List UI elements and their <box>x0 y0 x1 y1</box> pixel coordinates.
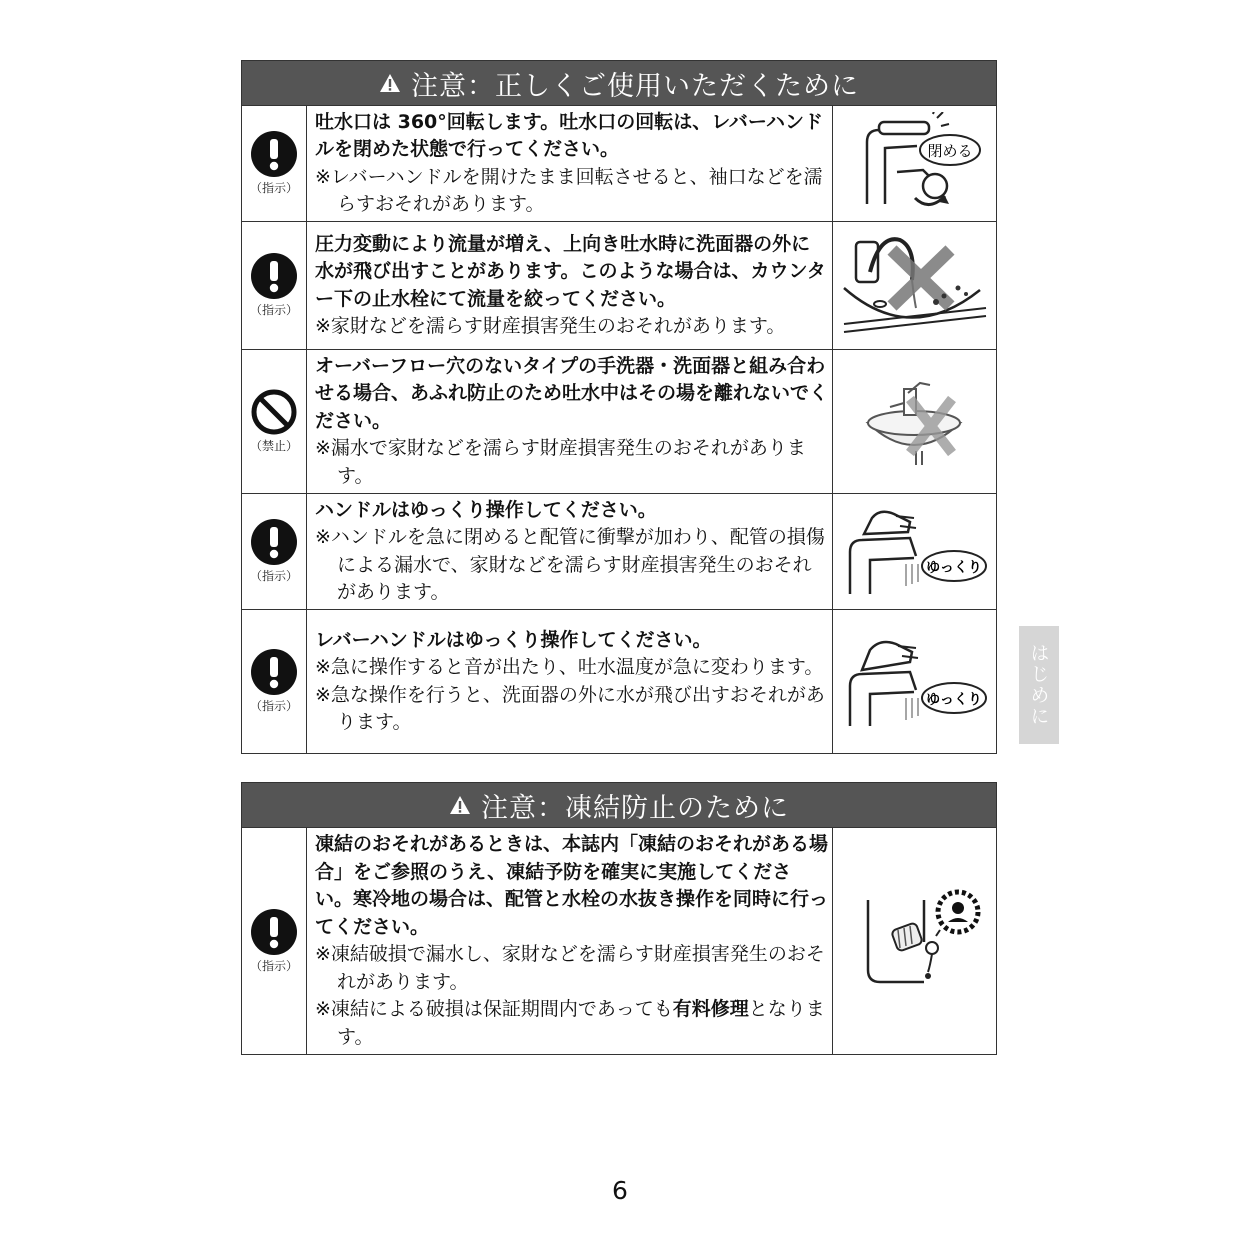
prohibition-mark <box>242 350 307 493</box>
instruction-mark <box>242 106 307 221</box>
note: ※漏水で家財などを濡らす財産損害発生のおそれがあります。 <box>315 437 806 487</box>
slow-operation-illustration <box>833 494 996 609</box>
row-text <box>307 828 833 1054</box>
illustration-label: ゆっくり <box>925 691 982 708</box>
main-instruction: レバーハンドルはゆっくり操作してください。 <box>315 628 712 651</box>
note: ※家財などを濡らす財産損害発生のおそれがあります。 <box>315 315 786 337</box>
note: ※ハンドルを急に閉めると配管に衝撃が加わり、配管の損傷による漏水で、家財などを濡らす財産損害発生のおそれがあります。 <box>315 526 825 603</box>
row-text <box>307 106 833 221</box>
exclamation-mandatory-icon <box>251 519 297 565</box>
icon-label: （指示） <box>249 303 298 317</box>
illustration-label: 閉める <box>926 141 973 160</box>
icon-label: （禁止） <box>249 439 298 453</box>
icon-label: （指示） <box>249 569 298 583</box>
note-text: となります。 <box>337 998 825 1048</box>
warning-triangle-icon <box>379 73 401 93</box>
caution-table-freeze <box>241 782 997 1055</box>
prohibited-icon <box>251 389 297 435</box>
caution-table-usage <box>241 60 997 754</box>
splashing-basin-illustration <box>833 222 996 349</box>
instruction-mark <box>242 494 307 609</box>
instruction-mark <box>242 222 307 349</box>
illustration-label: ゆっくり <box>925 559 982 576</box>
note: ※急な操作を行うと、洗面器の外に水が飛び出すおそれがあります。 <box>315 683 825 733</box>
row-text <box>307 222 833 349</box>
instruction-mark <box>242 828 307 1054</box>
icon-label: （指示） <box>249 699 298 713</box>
main-instruction: 圧力変動により流量が増え、上向き吐水時に洗面器の外に水が飛び出すことがあります。このような場合は、カウンター下の止水栓にて流量を絞ってください。 <box>315 232 826 310</box>
exclamation-mandatory-icon <box>251 909 297 955</box>
note: ※凍結破損で漏水し、家財などを濡らす財産損害発生のおそれがあります。 <box>315 943 825 993</box>
row-text <box>307 350 833 493</box>
caution-title-freeze: 注意：凍結防止のために <box>481 792 789 824</box>
note: ※レバーハンドルを開けたまま回転させると、袖口などを濡らすおそれがあります。 <box>315 165 823 215</box>
row-text <box>307 610 833 753</box>
caution-row <box>242 610 996 753</box>
note <box>315 996 828 1051</box>
overflowing-basin-illustration <box>833 350 996 493</box>
main-instruction: 凍結のおそれがあるときは、本誌内「凍結のおそれがある場合」をご参照のうえ、凍結予防を確実に実施してください。寒冷地の場合は、配管と水栓の水抜き操作を同時に行ってください。 <box>315 833 829 938</box>
exclamation-mandatory-icon <box>251 253 297 299</box>
instruction-mark <box>242 610 307 753</box>
frozen-pipe-illustration <box>833 828 996 1054</box>
section-side-tab: はじめに <box>1019 626 1059 744</box>
caution-row <box>242 494 996 610</box>
faucet-rotate-illustration <box>833 106 996 221</box>
slow-lever-illustration <box>833 610 996 753</box>
note-text: ※凍結による破損は保証期間内であっても <box>315 998 673 1020</box>
caution-row <box>242 828 996 1054</box>
icon-label: （指示） <box>249 181 298 195</box>
caution-row <box>242 106 996 222</box>
exclamation-mandatory-icon <box>251 649 297 695</box>
caution-header-usage <box>242 61 996 106</box>
caution-header-freeze <box>242 783 996 828</box>
paid-repair-emphasis: 有料修理 <box>672 998 749 1020</box>
caution-row <box>242 350 996 494</box>
main-instruction: 吐水口は 360°回転します。吐水口の回転は、レバーハンドルを閉めた状態で行ってください。 <box>315 110 823 160</box>
main-instruction: オーバーフロー穴のないタイプの手洗器・洗面器と組み合わせる場合、あふれ防止のため吐水中はその場を離れないでください。 <box>315 354 829 432</box>
page-number: 6 <box>612 1176 628 1205</box>
caution-title-usage: 注意：正しくご使用いただくために <box>411 70 859 102</box>
caution-row <box>242 222 996 350</box>
icon-label: （指示） <box>249 958 298 973</box>
row-text <box>307 494 833 609</box>
warning-triangle-icon <box>449 795 471 815</box>
exclamation-mandatory-icon <box>251 131 297 177</box>
main-instruction: ハンドルはゆっくり操作してください。 <box>315 498 657 521</box>
note: ※急に操作すると音が出たり、吐水温度が急に変わります。 <box>315 656 824 678</box>
